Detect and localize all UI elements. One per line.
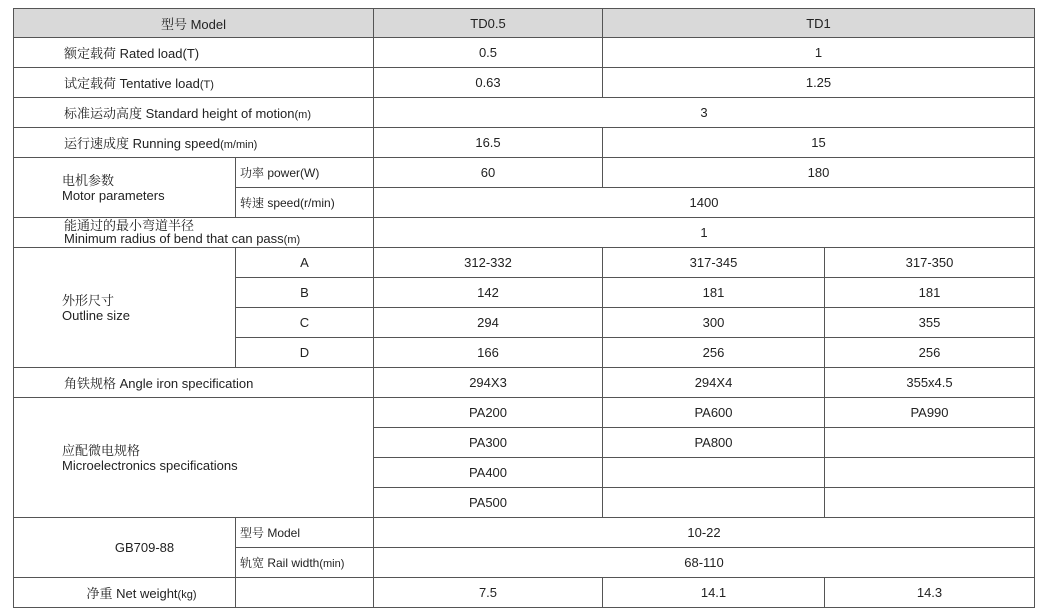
min-radius-label [14, 218, 374, 248]
running-speed-label-main: 运行速成度 Running speed [64, 136, 221, 151]
tentative-load-td1: 1.25 [603, 68, 1035, 98]
outline-row [14, 248, 1035, 278]
spec-table [13, 8, 1035, 608]
outline-value: 317-345 [603, 248, 825, 278]
micro-value [603, 458, 825, 488]
motor-label-cn: 电机参数 [62, 172, 115, 188]
min-radius-label-unit: (m) [283, 233, 301, 246]
micro-value: PA800 [603, 428, 825, 458]
outline-value: 256 [825, 338, 1035, 368]
standard-height-row [14, 98, 1035, 128]
angle-iron-value: 294X3 [374, 368, 603, 398]
rated-load-td1: 1 [603, 38, 1035, 68]
standard-height-label [14, 98, 374, 128]
outline-value: 181 [825, 278, 1035, 308]
min-radius-label-en: Minimum radius of bend that can pass [64, 230, 284, 246]
outline-value: 312-332 [374, 248, 603, 278]
micro-value [825, 428, 1035, 458]
outline-label-en: Outline size [62, 307, 130, 323]
micro-label-cn: 应配微电规格 [62, 442, 141, 458]
angle-iron-value: 294X4 [603, 368, 825, 398]
header-model-label: 型号 Model [14, 9, 374, 38]
min-radius-label-en-wrap [64, 232, 367, 247]
motor-power-row [14, 158, 1035, 188]
net-weight-label-main: 净重 Net weight [86, 586, 178, 601]
outline-value: 256 [603, 338, 825, 368]
tentative-load-label-unit: (T) [199, 79, 214, 91]
motor-label [14, 158, 236, 218]
net-weight-label [14, 578, 236, 608]
outline-dim: D [236, 338, 374, 368]
min-radius-value: 1 [374, 218, 1035, 248]
outline-value: 317-350 [825, 248, 1035, 278]
min-radius-label-cn: 能通过的最小弯道半径 [64, 217, 195, 233]
running-speed-td05: 16.5 [374, 128, 603, 158]
gb-label: GB709-88 [14, 518, 236, 578]
net-weight-value: 14.3 [825, 578, 1035, 608]
net-weight-value: 14.1 [603, 578, 825, 608]
micro-label-en: Microelectronics specifications [62, 457, 238, 473]
header-row [14, 9, 1035, 38]
outline-value: 181 [603, 278, 825, 308]
angle-iron-label: 角铁规格 Angle iron specification [14, 368, 374, 398]
outline-dim: A [236, 248, 374, 278]
gb-rail-label-main: 轨宽 Rail width [240, 556, 320, 570]
angle-iron-value: 355x4.5 [825, 368, 1035, 398]
micro-value: PA300 [374, 428, 603, 458]
rated-load-row [14, 38, 1035, 68]
outline-dim: C [236, 308, 374, 338]
micro-value: PA200 [374, 398, 603, 428]
running-speed-td1: 15 [603, 128, 1035, 158]
micro-label [14, 398, 374, 518]
gb-rail-value: 68-110 [374, 548, 1035, 578]
outline-value: 142 [374, 278, 603, 308]
tentative-load-label [14, 68, 374, 98]
running-speed-label-unit: (m/min) [220, 139, 258, 151]
running-speed-label [14, 128, 374, 158]
tentative-load-row [14, 68, 1035, 98]
gb-model-value: 10-22 [374, 518, 1035, 548]
rated-load-td05: 0.5 [374, 38, 603, 68]
gb-rail-label [236, 548, 374, 578]
gb-rail-label-unit: (min) [319, 558, 345, 570]
micro-value: PA600 [603, 398, 825, 428]
motor-speed-label: 转速 speed(r/min) [236, 188, 374, 218]
outline-label [14, 248, 236, 368]
micro-row [14, 398, 1035, 428]
outline-value: 166 [374, 338, 603, 368]
motor-label-en: Motor parameters [62, 187, 165, 203]
angle-iron-row [14, 368, 1035, 398]
micro-value: PA400 [374, 458, 603, 488]
header-td05: TD0.5 [374, 9, 603, 38]
net-weight-row [14, 578, 1035, 608]
motor-power-td05: 60 [374, 158, 603, 188]
outline-label-cn: 外形尺寸 [62, 292, 115, 308]
micro-value [825, 458, 1035, 488]
standard-height-label-main: 标准运动高度 Standard height of motion [64, 106, 295, 121]
micro-value: PA500 [374, 488, 603, 518]
gb-model-row [14, 518, 1035, 548]
outline-value: 294 [374, 308, 603, 338]
net-weight-value: 7.5 [374, 578, 603, 608]
outline-value: 300 [603, 308, 825, 338]
motor-speed-value: 1400 [374, 188, 1035, 218]
standard-height-value: 3 [374, 98, 1035, 128]
rated-load-label: 额定载荷 Rated load(T) [14, 38, 374, 68]
standard-height-label-unit: (m) [294, 109, 311, 121]
micro-value [603, 488, 825, 518]
outline-value: 355 [825, 308, 1035, 338]
running-speed-row [14, 128, 1035, 158]
header-td1: TD1 [603, 9, 1035, 38]
tentative-load-td05: 0.63 [374, 68, 603, 98]
min-radius-row [14, 218, 1035, 248]
motor-power-label: 功率 power(W) [236, 158, 374, 188]
net-weight-label-unit: (kg) [177, 589, 197, 601]
gb-model-label: 型号 Model [236, 518, 374, 548]
micro-value: PA990 [825, 398, 1035, 428]
motor-power-td1: 180 [603, 158, 1035, 188]
outline-dim: B [236, 278, 374, 308]
net-weight-empty [236, 578, 374, 608]
tentative-load-label-main: 试定载荷 Tentative load [64, 76, 200, 91]
micro-value [825, 488, 1035, 518]
